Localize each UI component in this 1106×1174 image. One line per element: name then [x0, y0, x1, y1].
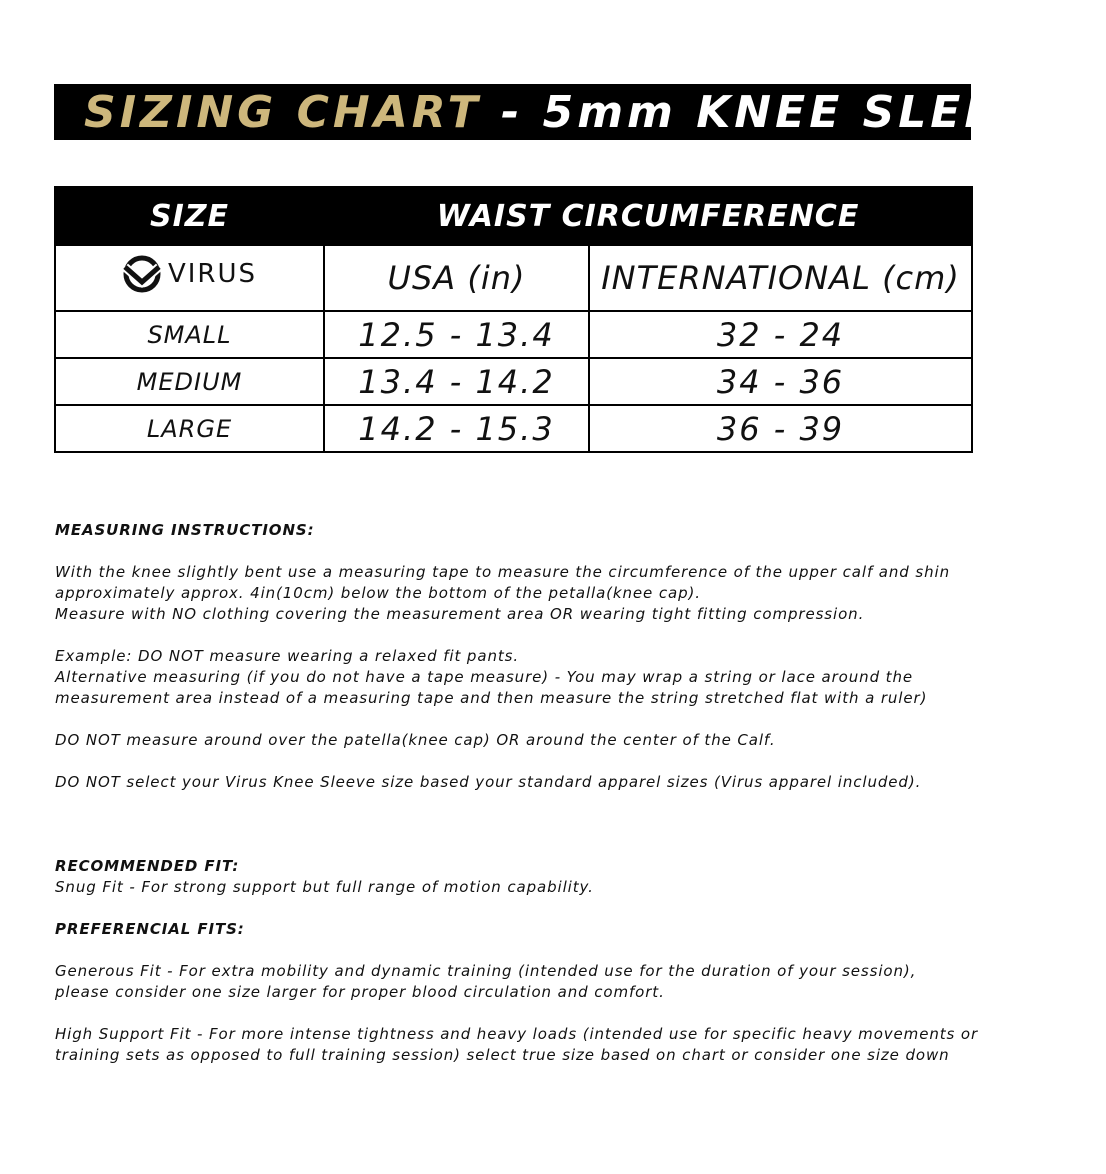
usa-cell: 12.5 - 13.4: [324, 311, 589, 358]
table-row: [55, 405, 972, 452]
logo-cell: [55, 245, 324, 311]
measuring-heading: MEASURING INSTRUCTIONS:: [55, 521, 315, 539]
title-banner: [54, 84, 1106, 140]
international-cell: 32 - 24: [589, 311, 972, 358]
generous-fit-text: please consider one size larger for proper blood circulation and comfort.: [55, 983, 665, 1001]
header-size: SIZE: [55, 187, 324, 245]
table-subheader-row: [55, 245, 972, 311]
table-row: [55, 358, 972, 405]
recommended-heading: RECOMMENDED FIT:: [55, 857, 240, 875]
size-cell: LARGE: [55, 405, 324, 452]
high-support-fit-text: High Support Fit - For more intense tightness and heavy loads (intended use for specific heavy movements or: [55, 1025, 979, 1043]
sizing-table: [54, 186, 973, 453]
instructions-section: [55, 520, 1000, 1066]
measuring-text-line: Measure with NO clothing covering the measurement area OR wearing tight fitting compression.: [55, 605, 865, 623]
international-cell: 36 - 39: [589, 405, 972, 452]
header-waist-circumference: WAIST CIRCUMFERENCE: [324, 187, 972, 245]
do-not-text: DO NOT select your Virus Knee Sleeve size based your standard apparel sizes (Virus apparel included).: [55, 773, 922, 791]
table-header-row: [55, 187, 972, 245]
measuring-text-line: approximately approx. 4in(10cm) below the bottom of the petalla(knee cap).: [55, 584, 701, 602]
recommended-text: Snug Fit - For strong support but full range of motion capability.: [55, 878, 594, 896]
title-highlight: SIZING CHART: [84, 86, 482, 138]
alternative-text-line: measurement area instead of a measuring tape and then measure the string stretched flat with a ruler): [55, 689, 928, 707]
virus-logo-icon: [122, 254, 162, 294]
international-cell: 34 - 36: [589, 358, 972, 405]
virus-logo: [122, 254, 257, 294]
do-not-text: DO NOT measure around over the patella(knee cap) OR around the center of the Calf.: [55, 731, 776, 749]
table-row: [55, 311, 972, 358]
logo-text: VIRUS: [167, 259, 258, 289]
subheader-international: INTERNATIONAL (cm): [589, 245, 972, 311]
size-cell: SMALL: [55, 311, 324, 358]
example-text-line: Example: DO NOT measure wearing a relaxed fit pants.: [55, 647, 520, 665]
subheader-usa: USA (in): [324, 245, 589, 311]
generous-fit-text: Generous Fit - For extra mobility and dynamic training (intended use for the duration of your session),: [55, 962, 917, 980]
usa-cell: 13.4 - 14.2: [324, 358, 589, 405]
preferential-heading: PREFERENCIAL FITS:: [55, 920, 245, 938]
title-rest: - 5mm KNEE SLEEVES: [481, 86, 1106, 138]
alternative-text-line: Alternative measuring (if you do not have a tape measure) - You may wrap a string or lace around the: [55, 668, 913, 686]
high-support-fit-text: training sets as opposed to full training session) select true size based on chart or consider one size down: [55, 1046, 950, 1064]
measuring-text-line: With the knee slightly bent use a measuring tape to measure the circumference of the upper calf and shin: [55, 563, 950, 581]
page-title: [84, 87, 1106, 138]
usa-cell: 14.2 - 15.3: [324, 405, 589, 452]
size-cell: MEDIUM: [55, 358, 324, 405]
